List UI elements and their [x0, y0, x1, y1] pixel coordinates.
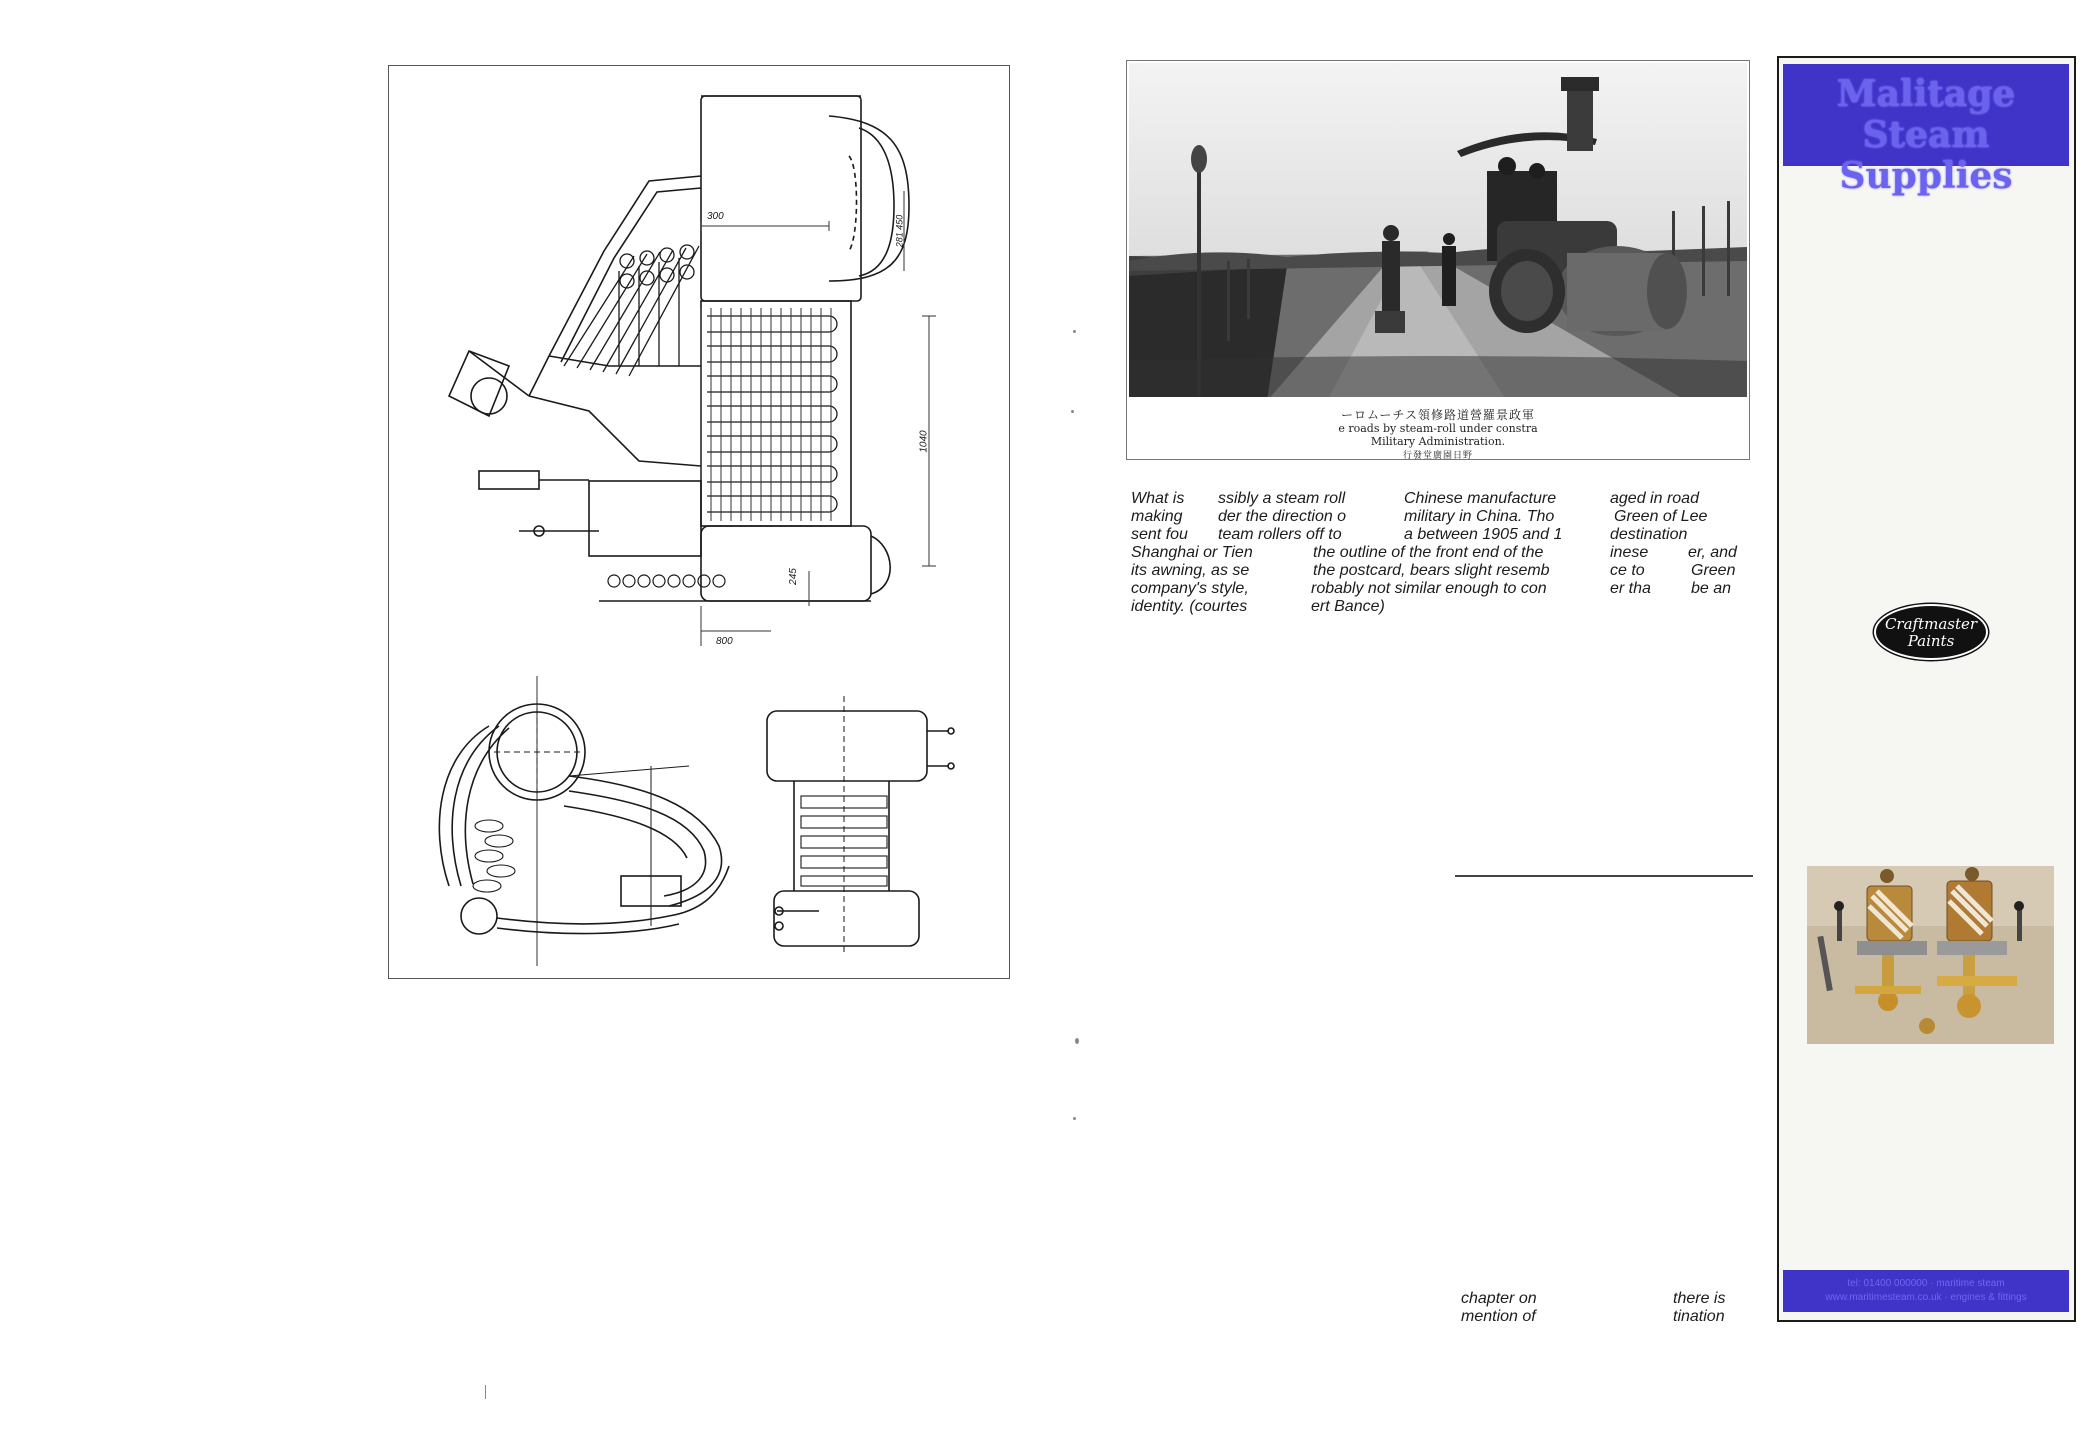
caption-line: Green of Lee	[1614, 508, 1708, 525]
caption-line: military in China. Tho	[1404, 508, 1555, 525]
advert-header-line: Malitage Steam	[1836, 73, 2016, 156]
engine-fittings-image	[1807, 866, 2054, 1044]
caption-line: the outline of the front end of the	[1313, 544, 1544, 561]
caption-line: er tha	[1610, 580, 1651, 597]
caption-line: making	[1131, 508, 1183, 525]
body-fragment: mention of	[1461, 1308, 1536, 1325]
postcard-caption-english-2: Military Administration.	[1370, 435, 1506, 448]
caption-line: ce to	[1610, 562, 1645, 579]
steam-roller-photo	[1127, 61, 1749, 459]
caption-line: ssibly a steam roll	[1218, 490, 1346, 507]
logo-line: Paints	[1907, 632, 1955, 650]
advert-footer-line: www.maritimesteam.co.uk · engines & fittings	[1825, 1292, 2027, 1303]
dimension-label-245: 245	[787, 568, 799, 585]
dimension-label-800: 800	[716, 636, 733, 647]
dimension-label-1040: 1040	[918, 430, 930, 453]
engine-fittings-photo	[1807, 866, 2054, 1044]
advert-column	[1777, 56, 2076, 1322]
body-fragment: chapter on	[1461, 1290, 1537, 1307]
scan-speck	[1073, 330, 1076, 333]
caption-line: er, and	[1688, 544, 1737, 561]
caption-line: robably not similar enough to con	[1311, 580, 1547, 597]
caption-line: company's style,	[1131, 580, 1249, 597]
dimension-label-300: 300	[707, 211, 724, 222]
scan-speck	[485, 1385, 486, 1399]
caption-line: be an	[1691, 580, 1732, 597]
caption-line: der the direction o	[1218, 508, 1347, 525]
caption-line: inese	[1610, 544, 1649, 561]
body-fragment: tination	[1673, 1308, 1725, 1325]
caption-line: destination	[1610, 526, 1688, 543]
caption-line: ert Bance)	[1311, 598, 1385, 615]
scan-speck	[1075, 1038, 1079, 1044]
logo-line: Craftmaster	[1884, 615, 1978, 633]
caption-line: identity. (courtes	[1131, 598, 1248, 615]
craftmaster-paints-logo	[1874, 604, 1988, 660]
boiler-drawing-figure	[388, 65, 1010, 979]
advert-header-line: Supplies	[1839, 155, 2013, 197]
body-fragment: there is	[1673, 1290, 1726, 1307]
boiler-drawing	[389, 66, 1009, 978]
caption-line: its awning, as se	[1131, 562, 1250, 579]
caption-line: What is	[1131, 490, 1185, 507]
caption-line: team rollers off to	[1218, 526, 1342, 543]
postcard-caption-english-1: e roads by steam-roll under constra	[1338, 422, 1538, 435]
caption-line: Green	[1691, 562, 1736, 579]
advert-footer-line: tel: 01400 000000 · maritime steam	[1847, 1278, 2005, 1289]
scan-speck	[1071, 410, 1074, 413]
caption-line: a between 1905 and 1	[1404, 526, 1563, 543]
steam-roller-postcard	[1126, 60, 1750, 460]
caption-line: Chinese manufacture	[1404, 490, 1557, 507]
caption-line: sent fou	[1131, 526, 1188, 543]
postcard-publisher-mark: 行發堂廣園日野	[1402, 451, 1473, 461]
caption-line: the postcard, bears slight resemb	[1313, 562, 1550, 579]
dimension-label-281-450: 281 450	[894, 214, 905, 248]
advert-header	[1783, 64, 2069, 197]
postcard-caption-japanese: ーロムーチス領修路道營羅景政軍	[1341, 408, 1535, 422]
divider-rule	[1455, 875, 1753, 877]
caption-line: aged in road	[1610, 490, 1699, 507]
scan-speck	[1073, 1117, 1076, 1120]
caption-line: Shanghai or Tien	[1131, 544, 1253, 561]
advert-footer	[1783, 1270, 2069, 1312]
